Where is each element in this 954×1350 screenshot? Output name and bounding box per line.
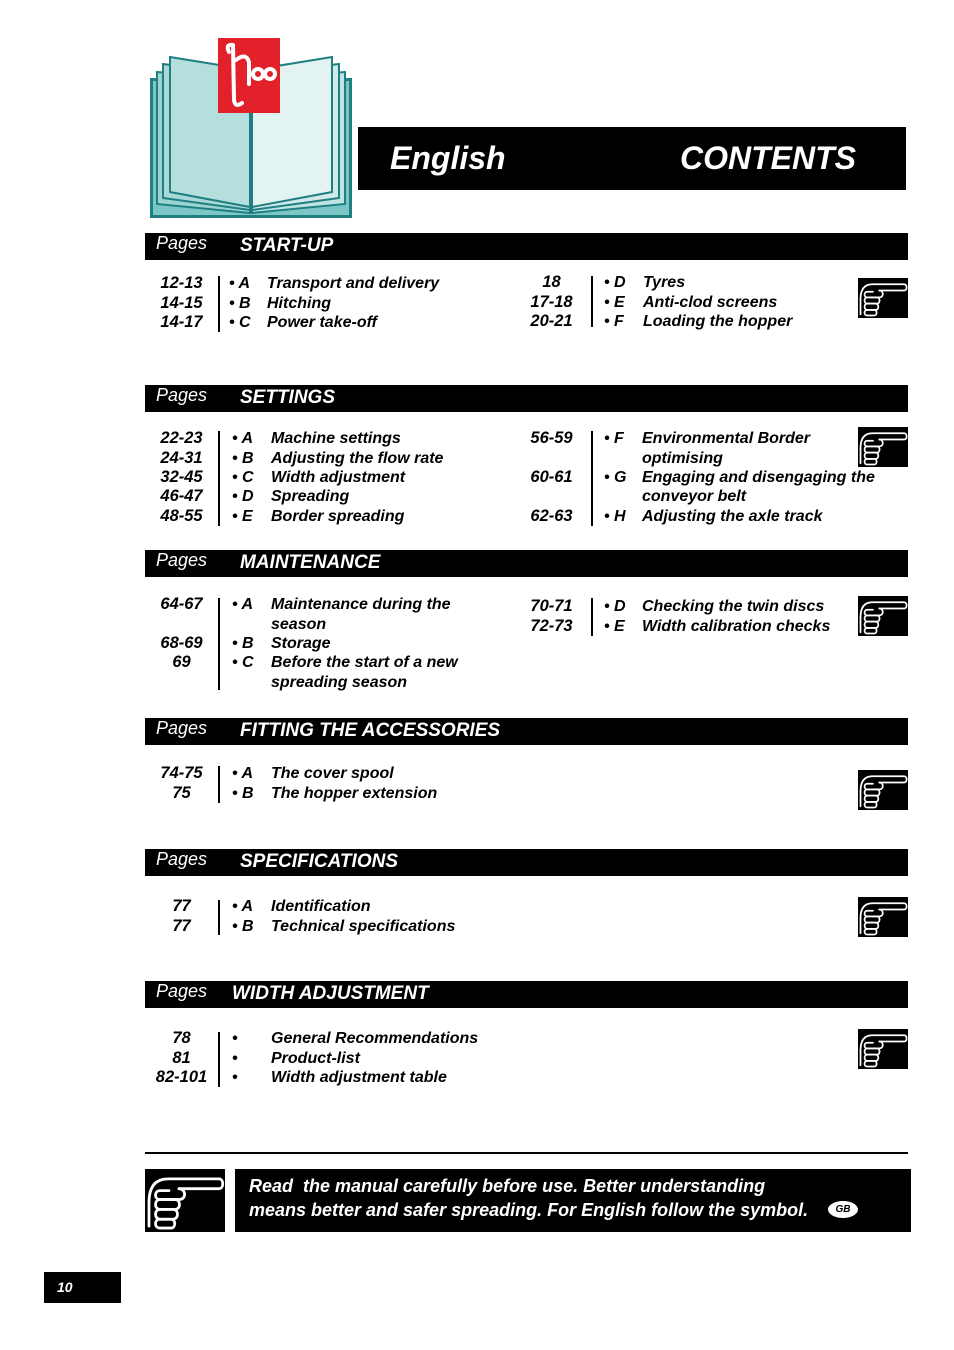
- entry-title-line: Checking the twin discs: [642, 598, 825, 616]
- entry-title: [642, 468, 875, 507]
- entry-title-line: season: [271, 615, 327, 633]
- section-title: WIDTH ADJUSTMENT: [232, 983, 429, 1004]
- entry-title-line: Product-list: [271, 1049, 360, 1067]
- start-up-left-list: [145, 274, 439, 332]
- section-title: START-UP: [240, 235, 334, 256]
- toc-entry: [512, 617, 830, 636]
- entry-title-line: The cover spool: [271, 765, 394, 783]
- section-bar-start-up: [145, 233, 908, 260]
- entry-title-line: Technical specifications: [271, 917, 456, 935]
- pointing-hand-icon: [858, 897, 908, 937]
- pages-label: Pages: [156, 981, 208, 1001]
- toc-entry: [512, 293, 792, 312]
- section-bar-fitting-accessories: [145, 718, 908, 745]
- page-range: 77: [172, 897, 191, 916]
- pages-label: Pages: [156, 233, 208, 253]
- column-divider: [218, 1032, 220, 1087]
- entry-title: [271, 634, 331, 653]
- entry-letter: • C: [232, 468, 254, 486]
- entry-title-line: Engaging and disengaging the: [642, 468, 875, 486]
- toc-entry: [145, 917, 455, 936]
- page-range: 14-15: [160, 293, 203, 312]
- entry-title: [642, 597, 824, 616]
- page-number: 10: [57, 1279, 73, 1295]
- entry-letter: • A: [232, 596, 254, 614]
- page-range: 14-17: [160, 312, 203, 331]
- toc-entry: [145, 634, 458, 653]
- entry-title: [271, 449, 443, 468]
- pointing-hand-icon: [858, 427, 908, 467]
- entry-title-line: Loading the hopper: [643, 312, 793, 330]
- entry-title-line: Hitching: [267, 294, 331, 312]
- toc-entry: [145, 313, 439, 332]
- page-range: 60-61: [530, 467, 573, 486]
- pages-label: Pages: [156, 718, 208, 738]
- toc-entry: [512, 312, 792, 331]
- page-range: 24-31: [160, 448, 203, 467]
- entry-title-line: Environmental Border: [642, 430, 811, 448]
- section-title: MAINTENANCE: [240, 552, 381, 573]
- pages-label: Pages: [156, 385, 208, 405]
- entry-title-line: optimising: [642, 449, 723, 467]
- entry-title: [271, 897, 371, 916]
- start-up-right-list: [512, 273, 792, 331]
- entry-letter: • D: [604, 598, 626, 616]
- page-range: 75: [172, 783, 191, 802]
- entry-title-line: Storage: [271, 634, 331, 652]
- width-adjustment-left-list: [145, 1029, 478, 1087]
- page-range: 18: [542, 273, 561, 292]
- entry-letter: • B: [232, 634, 254, 652]
- language-badge: GB: [828, 1201, 858, 1218]
- entry-letter: • A: [232, 898, 254, 916]
- toc-entry: [145, 1049, 478, 1068]
- entry-title-line: Before the start of a new: [271, 654, 458, 672]
- pointing-hand-icon: [858, 278, 908, 318]
- pointing-hand-icon: [858, 770, 908, 810]
- entry-title: [271, 1029, 478, 1048]
- pages-label: Pages: [156, 550, 208, 570]
- note-line: Read the manual carefully before use. Better understanding: [249, 1176, 766, 1196]
- entry-letter: • F: [604, 312, 624, 330]
- entry-title-line: The hopper extension: [271, 784, 438, 802]
- page-range: 74-75: [160, 764, 203, 783]
- page-range: 62-63: [530, 506, 573, 525]
- section-title: FITTING THE ACCESSORIES: [240, 720, 501, 741]
- page-range: 69: [172, 653, 191, 672]
- entry-title-line: Adjusting the flow rate: [271, 449, 444, 467]
- divider-line: [145, 1152, 908, 1154]
- entry-title-line: Transport and delivery: [267, 275, 440, 293]
- entry-bullet: •: [232, 1030, 238, 1048]
- page-range: 78: [172, 1029, 191, 1048]
- entry-title: [271, 487, 349, 506]
- page-range: 32-45: [160, 467, 203, 486]
- entry-letter: • B: [229, 294, 251, 312]
- page-range: 17-18: [530, 292, 573, 311]
- toc-entry: [145, 897, 455, 916]
- entry-letter: • E: [604, 617, 625, 635]
- entry-letter: • F: [604, 430, 624, 448]
- column-divider: [218, 276, 220, 332]
- entry-title: [267, 294, 331, 313]
- entry-title: [271, 595, 451, 634]
- entry-title: [271, 653, 458, 692]
- entry-letter: • B: [232, 784, 254, 802]
- toc-entry: [145, 1029, 478, 1048]
- section-title: SPECIFICATIONS: [240, 851, 398, 872]
- entry-letter: • C: [232, 654, 254, 672]
- pointing-hand-icon: [145, 1169, 225, 1232]
- pointing-hand-icon: [858, 1029, 908, 1069]
- section-bar-settings: [145, 385, 908, 412]
- toc-entry: [512, 429, 875, 468]
- language-title: English: [390, 140, 506, 176]
- entry-title: [643, 273, 685, 292]
- entry-title: [642, 507, 823, 526]
- entry-bullet: •: [232, 1049, 238, 1067]
- entry-title: [271, 1068, 447, 1087]
- entry-title: [271, 429, 401, 448]
- page-range: 81: [172, 1048, 191, 1067]
- toc-entry: [145, 1068, 478, 1087]
- entry-title: [271, 917, 455, 936]
- entry-bullet: •: [232, 1068, 238, 1086]
- toc-entry: [512, 597, 830, 616]
- page-range: 70-71: [530, 597, 573, 616]
- entry-title-line: conveyor belt: [642, 488, 747, 506]
- entry-title-line: Power take-off: [267, 313, 377, 331]
- entry-title-line: Width adjustment: [271, 468, 406, 486]
- entry-title: [271, 1049, 360, 1068]
- page-range: 68-69: [160, 633, 203, 652]
- maintenance-left-list: [145, 595, 458, 691]
- entry-letter: • A: [232, 430, 254, 448]
- toc-entry: [145, 294, 439, 313]
- page-range: 20-21: [530, 311, 573, 330]
- entry-letter: • H: [604, 507, 626, 525]
- toc-entry: [145, 595, 458, 634]
- entry-title-line: Spreading: [271, 488, 350, 506]
- column-divider: [591, 598, 593, 636]
- section-bar-specifications: [145, 849, 908, 876]
- page-range: 12-13: [160, 274, 203, 293]
- entry-title-line: Maintenance during the: [271, 596, 451, 614]
- toc-entry: [145, 449, 443, 468]
- entry-title: [271, 468, 405, 487]
- page-range: 22-23: [160, 429, 203, 448]
- toc-entry: [512, 273, 792, 292]
- toc-entry: [145, 487, 443, 506]
- maintenance-right-list: [512, 597, 830, 636]
- toc-entry: [145, 468, 443, 487]
- page-range: 64-67: [160, 595, 203, 614]
- column-divider: [218, 598, 220, 690]
- entry-title: [643, 312, 792, 331]
- entry-title-line: Machine settings: [271, 430, 401, 448]
- column-divider: [218, 900, 220, 935]
- entry-title-line: Identification: [271, 898, 371, 916]
- toc-entry: [145, 764, 437, 783]
- entry-letter: • A: [229, 275, 251, 293]
- entry-title-line: Anti-clod screens: [643, 293, 778, 311]
- toc-entry: [145, 274, 439, 293]
- column-divider: [591, 431, 593, 526]
- entry-letter: • E: [232, 507, 253, 525]
- column-divider: [218, 766, 220, 803]
- entry-title-line: Tyres: [643, 274, 686, 292]
- page-range: 56-59: [530, 429, 573, 448]
- accessories-left-list: [145, 764, 437, 803]
- pages-label: Pages: [156, 849, 208, 869]
- settings-left-list: [145, 429, 443, 525]
- entry-title: [271, 784, 437, 803]
- page-number-box: [44, 1272, 121, 1303]
- pointing-hand-icon: [858, 596, 908, 636]
- entry-letter: • C: [229, 313, 251, 331]
- entry-title: [643, 293, 777, 312]
- entry-title: [271, 507, 404, 526]
- entry-letter: • B: [232, 449, 254, 467]
- page-range: 46-47: [160, 487, 203, 506]
- entry-letter: • B: [232, 917, 254, 935]
- column-divider: [218, 431, 220, 526]
- entry-title-line: Adjusting the axle track: [642, 507, 823, 525]
- section-title: SETTINGS: [240, 387, 336, 408]
- entry-letter: • D: [232, 488, 254, 506]
- page-range: 77: [172, 916, 191, 935]
- entry-letter: • E: [604, 293, 625, 311]
- entry-letter: • G: [604, 468, 627, 486]
- settings-right-list: [512, 429, 875, 525]
- column-divider: [591, 276, 593, 327]
- entry-letter: • D: [604, 274, 626, 292]
- open-book-icon: [145, 34, 357, 224]
- toc-entry: [145, 653, 458, 692]
- toc-entry: [512, 468, 875, 507]
- note-line: means better and safer spreading. For English follow the symbol.: [249, 1200, 809, 1220]
- section-bar-maintenance: [145, 550, 908, 577]
- toc-entry: [145, 429, 443, 448]
- entry-letter: • A: [232, 765, 254, 783]
- entry-title: [267, 313, 377, 332]
- toc-entry: [512, 507, 875, 526]
- page-range: 82-101: [155, 1067, 208, 1086]
- entry-title: [642, 617, 830, 636]
- toc-entry: [145, 507, 443, 526]
- entry-title-line: Width adjustment table: [271, 1068, 447, 1086]
- entry-title-line: Width calibration checks: [642, 617, 831, 635]
- entry-title: [271, 764, 394, 783]
- page-title: CONTENTS: [680, 140, 856, 176]
- page-range: 48-55: [160, 506, 203, 525]
- entry-title-line: spreading season: [271, 673, 408, 691]
- page-range: 72-73: [530, 616, 573, 635]
- specifications-left-list: [145, 897, 455, 936]
- section-bar-width-adjustment: [145, 981, 908, 1008]
- entry-title: [642, 429, 810, 468]
- reading-note: [235, 1169, 911, 1232]
- entry-title-line: Border spreading: [271, 507, 405, 525]
- toc-entry: [145, 784, 437, 803]
- entry-title: [267, 274, 439, 293]
- header-bar: [358, 127, 906, 190]
- entry-title-line: General Recommendations: [271, 1030, 479, 1048]
